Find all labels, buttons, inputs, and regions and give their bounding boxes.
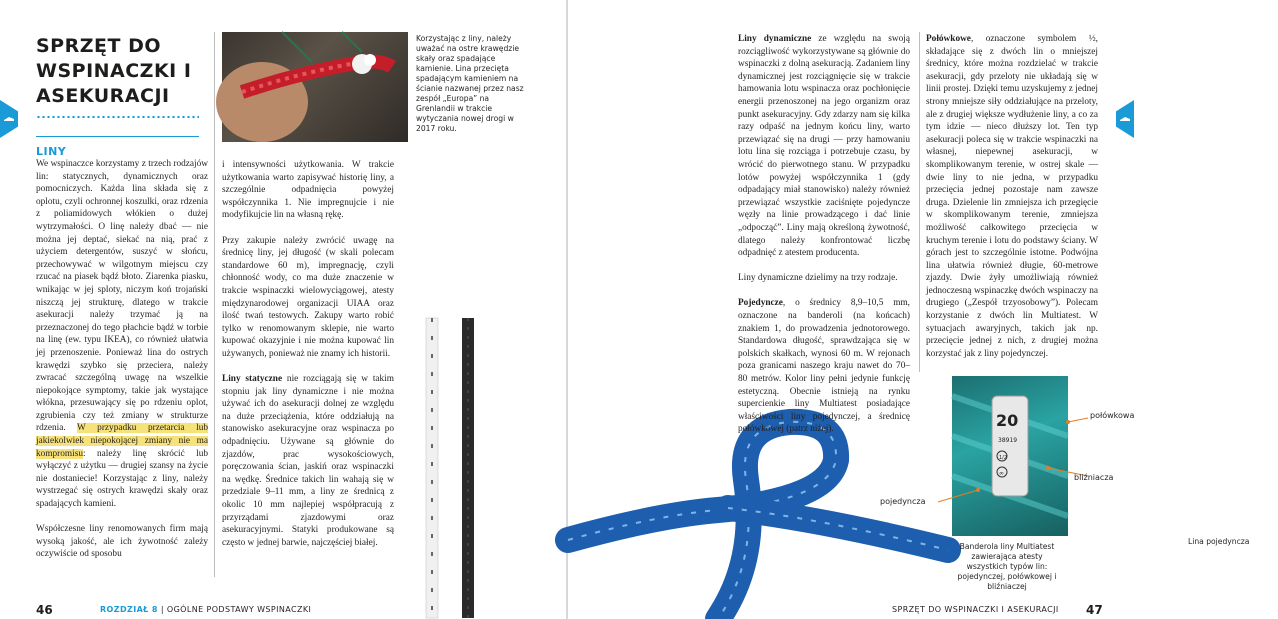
climbing-shoe-icon — [3, 112, 15, 124]
lead-term: Liny statyczne — [222, 374, 283, 385]
paragraph: Liny dynamiczne dzielimy na trzy rodzaje. — [738, 273, 898, 284]
twin-rope-symbol: ∞ — [999, 470, 1004, 477]
running-separator: | — [160, 605, 164, 614]
climbing-shoe-icon — [1119, 112, 1131, 124]
band-number: 20 — [996, 411, 1019, 430]
paragraph-text: : należy linę skrócić lub wyłączyć z użytku — drugiej szansy na życie nie dostaniecie! Korzystając z liny, należy wystrzegać się ostrych krawędzi skały oraz spadających kamieni. — [36, 448, 208, 510]
half-rope-symbol: 1/2 — [999, 455, 1008, 461]
paragraph-text: We wspinaczce korzystamy z trzech rodzajów lin: statycznych, dynamicznych oraz pomocniczych. Każda lina składa się z oplotu, czyli ochronnej koszulki, oraz rdzenia z poliamidowych włókien o dużej wytrzymałości. O linę należy dbać — nie można jej deptać, siekać na nią, prać z użyciem detergentów, suszyć w słońcu, przechowywać w wilgotnym miejscu czy rzucać na piasek bądź błoto. Ziarenka piasku, wnikając w jej sploty, niczym koń trojański niszczą jej strukturę, dlatego w trakcie asekuracji należy trzymać ją na przeznaczonej do tego płachcie bądź w torbie na linę (ew. typu IKEA), co również ułatwia jej przenoszenie. Ponieważ lina do ostrych krawędzi szybko się przeciera, należy zwracać szczególną uwagę na wszelkie niepokojące symptomy, takie jak wystające włókna, przesuwający się po rdzeniu oplot, zgrubienia czy też zmiany w strukturze rdzenia. — [36, 159, 208, 434]
running-title: OGÓLNE PODSTAWY WSPINACZKI — [166, 605, 312, 614]
band-code: 38919 — [998, 437, 1018, 444]
chapter-tab-marker — [1116, 100, 1134, 138]
photo-caption: Korzystając z liny, należy uważać na ostre krawędzie skały oraz spadające kamienie. Lina przecięta spadającym kamieniem na ścianie nazwanej przez nasz zespół „Europa” na Grenlandii w trakcie wytyczania nowej drogi w 2017 roku. — [416, 34, 524, 133]
chapter-title: SPRZĘT DO WSPINACZKI I ASEKURACJI — [36, 35, 192, 107]
left-page — [0, 0, 566, 619]
rope-caption: Lina pojedyncza — [1188, 537, 1250, 546]
title-dotted-rule — [36, 114, 199, 120]
lead-term: Liny dynamiczne — [738, 34, 812, 44]
paragraph — [738, 33, 910, 260]
cut-rope-image — [222, 32, 408, 142]
band-caption: Banderola liny Multiatest zawierająca atesty wszystkich typów lin: pojedynczej, połówkowej i bliźniaczej — [957, 542, 1057, 591]
running-header — [100, 605, 311, 614]
paragraph: Przy zakupie należy zwrócić uwagę na średnicę liny, jej długość (w skali polecam standardowe 60 m), impregnację, czyli chłonność wody, co ma duże znaczenie w trakcie wspinaczki wielowyciągowej, atesty międzynarodowej organizacji UIAA oraz ilość twań testowych. Zakupy warto robić tylko w renomowanym sklepie, nie warto kupować okazyjnie i nie można kupować lin używanych, ponieważ nie znamy ich historii. — [222, 235, 394, 359]
text-column-4 — [926, 33, 1098, 373]
paragraph — [222, 373, 394, 549]
column-divider — [214, 32, 215, 577]
section-heading: LINY — [36, 145, 67, 158]
running-chapter: ROZDZIAŁ 8 — [100, 605, 158, 614]
label-pojedyncza: pojedyncza — [880, 497, 926, 506]
page-number: 47 — [1086, 603, 1103, 617]
lead-term: Połówkowe — [926, 34, 971, 44]
label-blizniacza: bliźniacza — [1074, 473, 1114, 482]
lead-term: Pojedyncze — [738, 298, 783, 309]
label-polowkowa: połówkowa — [1090, 411, 1135, 420]
text-column-2 — [222, 159, 394, 562]
paragraph — [926, 33, 1098, 360]
paragraph-text: , oznaczone symbolem ½, składające się z dwóch lin o mniejszej średnicy, które można rozdzielać w trakcie asekuracji, gdy przeloty nie układają się w linii prostej. Dzięki temu uzyskujemy z jednej strony mniejsze siły oddziałujące na przeloty, ale z drugiej większe wydłużenie liny, a co za tym idzie — nieco dłuższy lot. Ten typ asekuracji poleca się w trakcie wspinaczki na własnej, niepewnej asekuracji, w skomplikowanym terenie, w ostrej skale — dwie liny to nie jedna, w przypadku przecięcia jednej pozostaje nam zawsze druga. Dzielenie lin zmniejsza ich przegięcie w skomplikowanym terenie, zmniejsza możliwość całkowitego przecięcia w kruchym terenie i lotu do podstawy ściany. W górach jest to szczególnie istotne. Podwójna lina ułatwia również długie, 60-metrowe zjazdy. Dwie żyły umożliwiają również jednoczesną wspinaczkę dwóch wspinaczy na drugiego („Zespół trzyosobowy”). Polecam korzystanie z dwóch lin Multiatest. W sytuacjach awaryjnych, takich jak np. przecięcie jednej z nich, z drugiej można korzystać jak z liny pojedynczej. — [926, 34, 1098, 359]
paragraph-text: , o średnicy 8,9–10,5 mm, oznaczone na banderoli (na końcach) znakiem 1, do prowadzenia jednotorowego. Standardowa długość, sprawdzająca się w polskich skałkach, wynosi 60 m. W rejonach poza granicami naszego kraju nawet do 70–80 metrów. Kolor liny pełni jedynie funkcję estetyczną. Obecnie istnieją na rynku supercienkie liny Multiatest posiadające właściwości liny pojedynczej, a średnicę połówkowej (patrz niżej). — [738, 298, 910, 435]
highlighted-text: W przypadku przetarcia lub jakiekolwiek niepokojącej zmiany nie ma kompromisu — [36, 423, 208, 459]
title-rule — [36, 136, 199, 137]
column-divider — [919, 32, 920, 372]
right-page — [568, 0, 1250, 619]
text-column-3 — [738, 33, 910, 449]
paragraph — [36, 158, 208, 511]
chapter-tab-marker — [0, 100, 18, 138]
paragraph-text: ze względu na swoją rozciągliwość wykorzystywane są głównie do wspinaczki z dolną asekuracją. Zadaniem liny dynamicznej jest rozciągnięcie się w trakcie hamowania lotu wspinacza oraz pochłonięcie energii przenoszonej na jego organizm oraz punkt asekuracyjny. Gdy zdarzy nam się kilka razy odpaść na jednym końcu liny, warto przewiązać się na drugi — przy hamowaniu lotu lina się rozciąga i potrzebuje czasu, by wrócić do pierwotnego stanu. W przypadku lotów powyżej współczynnika 1 (gdy odpadający miał stanowisko) należy również przewiązać wszystkie zaciśnięte pojedyncze węzły na linie prowadzącego i dać linie „odpocząć”. Liny mają określoną żywotność, dlatego należy konfrontować liczbę odpadnięć z atestem producenta. — [738, 34, 910, 259]
photo-cut-rope — [222, 32, 408, 142]
running-header: SPRZĘT DO WSPINACZKI I ASEKURACJI — [892, 605, 1059, 614]
page-number: 46 — [36, 603, 53, 617]
static-ropes-illustration — [418, 318, 566, 618]
paragraph: i intensywności użytkowania. W trakcie użytkowania warto zapisywać historię liny, a szczególnie odpadnięcia powyżej współczynnika 1. Nie impregnujcie i nie modyfikujcie lin na własną rękę. — [222, 160, 394, 221]
text-column-1 — [36, 158, 208, 574]
paragraph: Współczesne liny renomowanych firm mają wysoką jakość, ale ich żywotność zależy oczywiście od sposobu — [36, 524, 208, 560]
paragraph-text: nie rozciągają się w takim stopniu jak liny dynamiczne i nie można używać ich do asekuracji dolnej ze względu na duże przeciążenia, które oddziałują na stanowisko asekuracyjne oraz wspinacza po odpadnięciu. Używane są głównie do zjazdów, prac wysokościowych, poręczowania ścian, jaskiń oraz wspinaczki na wędkę. Średnice takich lin wahają się w przedziale 9–11 mm, a liny ze średnicą z okolic 10 mm najlepiej współpracują z przyrządami zjazdowymi oraz asekuracyjnymi. Statyki produkowane są często w jednej barwie, najczęściej białej. — [222, 374, 394, 548]
